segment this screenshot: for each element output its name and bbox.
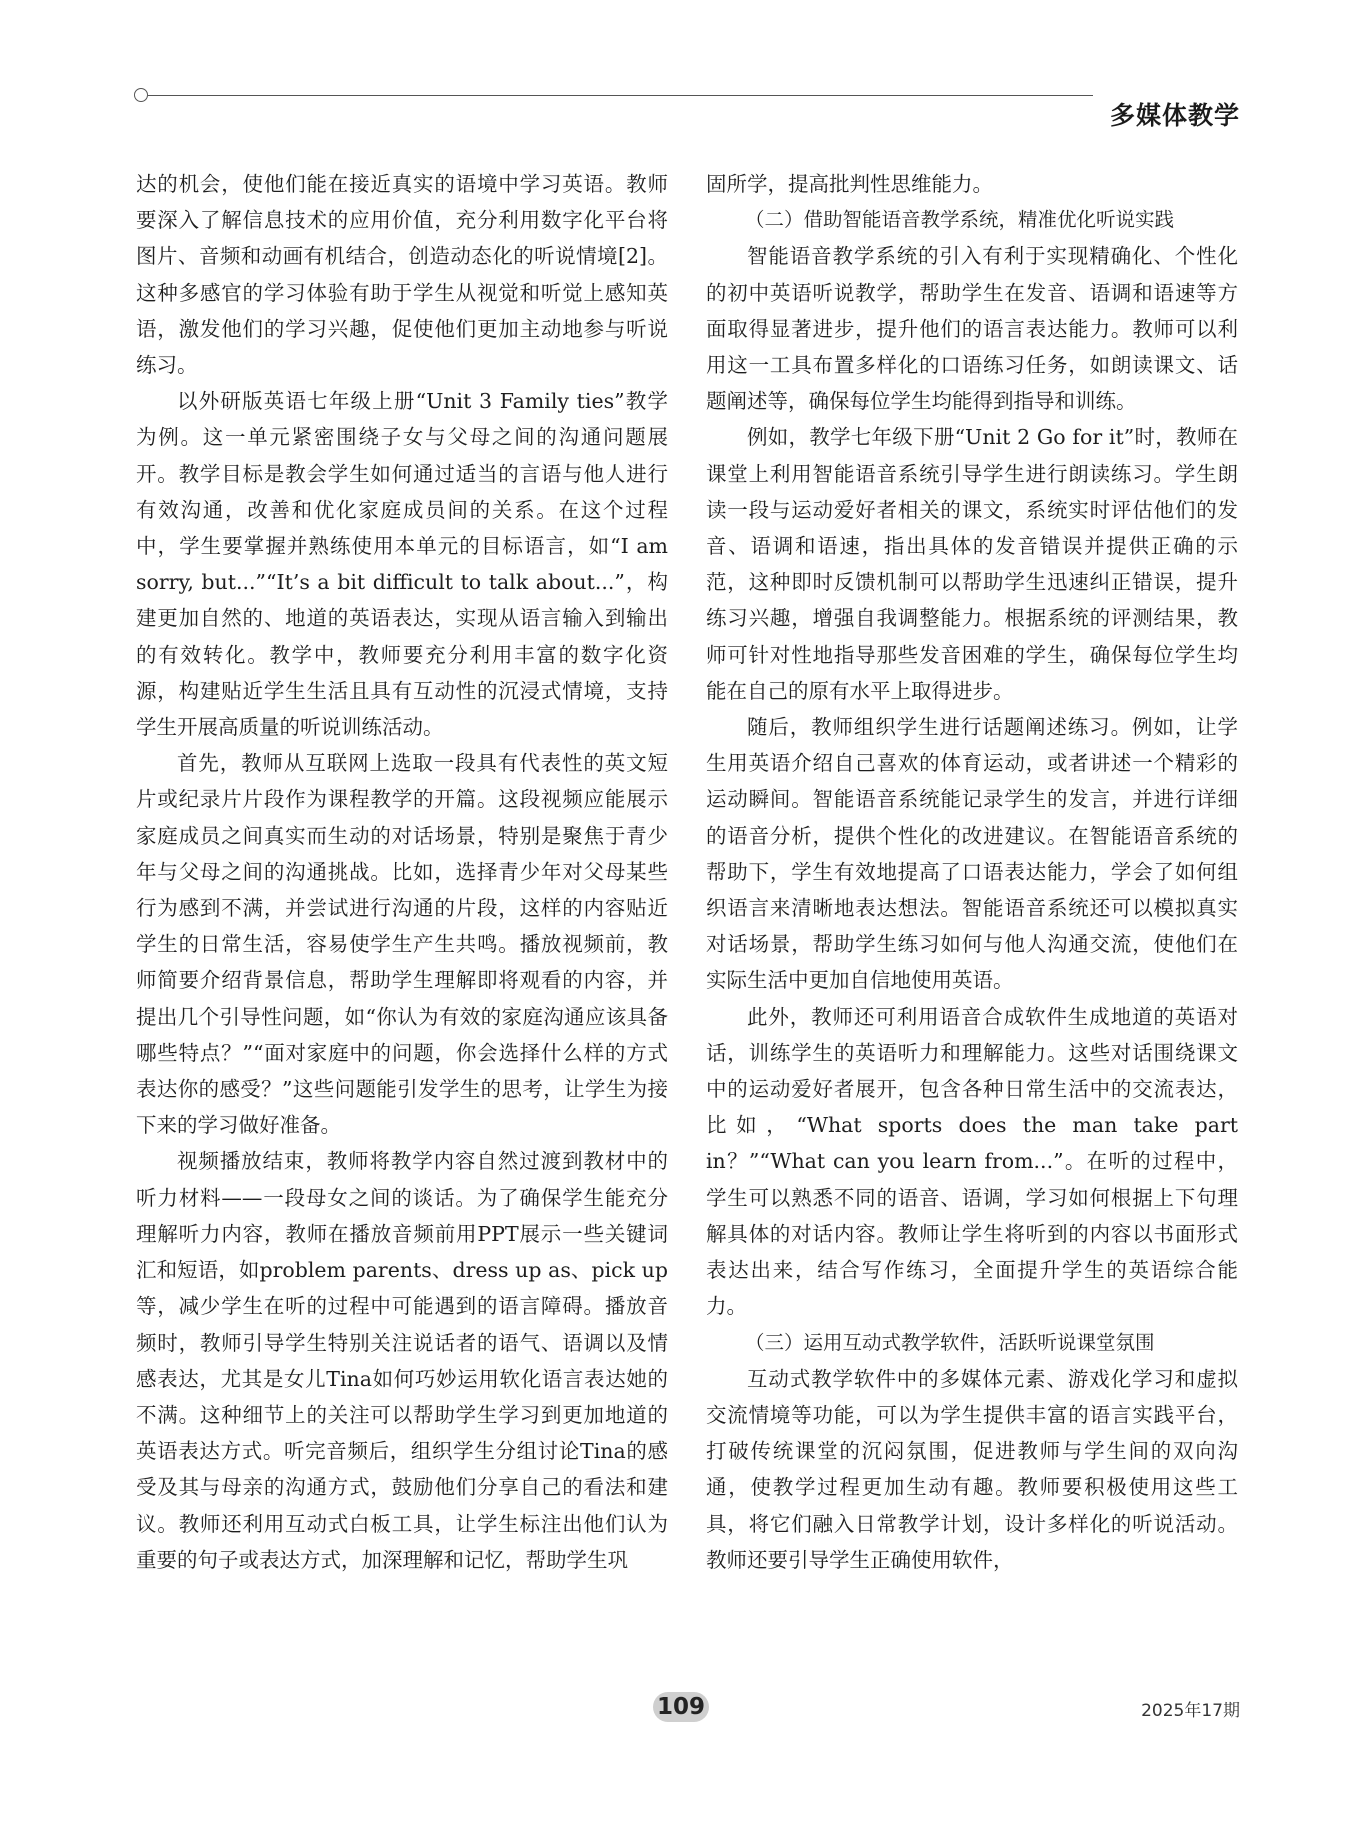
- header-rule-circle: [134, 88, 148, 102]
- right-column: [706, 166, 1238, 1578]
- left-column: [136, 166, 668, 1578]
- paragraph: 互动式教学软件中的多媒体元素、游戏化学习和虚拟交流情境等功能，可以为学生提供丰富的语言实践平台，打破传统课堂的沉闷氛围，促进教师与学生间的双向沟通，使教学过程更加生动有趣。教师要积极使用这些工具，将它们融入日常教学计划，设计多样化的听说活动。教师还要引导学生正确使用软件，: [706, 1366, 1238, 1572]
- header-rule-line: [148, 95, 1093, 96]
- subsection-heading: （二）借助智能语音教学系统，精准优化听说实践: [745, 208, 1175, 232]
- paragraph: 达的机会，使他们能在接近真实的语境中学习英语。教师要深入了解信息技术的应用价值，充分利用数字化平台将图片、音频和动画有机结合，创造动态化的听说情境[2]。这种多感官的学习体验有助于学生从视觉和听觉上感知英语，激发他们的学习兴趣，促使他们更加主动地参与听说练习。: [136, 172, 668, 378]
- paragraph: 智能语音教学系统的引入有利于实现精确化、个性化的初中英语听说教学，帮助学生在发音、语调和语速等方面取得显著进步，提升他们的语言表达能力。教师可以利用这一工具布置多样化的口语练习任务，如朗读课文、话题阐述等，确保每位学生均能得到指导和训练。: [706, 244, 1238, 414]
- paragraph: 随后，教师组织学生进行话题阐述练习。例如，让学生用英语介绍自己喜欢的体育运动，或者讲述一个精彩的运动瞬间。智能语音系统能记录学生的发言，并进行详细的语音分析，提供个性化的改进建议。在智能语音系统的帮助下，学生有效地提高了口语表达能力，学会了如何组织语言来清晰地表达想法。智能语音系统还可以模拟真实对话场景，帮助学生练习如何与他人沟通交流，使他们在实际生活中更加自信地使用英语。: [706, 715, 1238, 993]
- paragraph: 首先，教师从互联网上选取一段具有代表性的英文短片或纪录片片段作为课程教学的开篇。这段视频应能展示家庭成员之间真实而生动的对话场景，特别是聚焦于青少年与父母之间的沟通挑战。比如，选择青少年对父母某些行为感到不满，并尝试进行沟通的片段，这样的内容贴近学生的日常生活，容易使学生产生共鸣。播放视频前，教师简要介绍背景信息，帮助学生理解即将观看的内容，并提出几个引导性问题，如“你认为有效的家庭沟通应该具备哪些特点？”“面对家庭中的问题，你会选择什么样的方式表达你的感受？”这些问题能引发学生的思考，让学生为接下来的学习做好准备。: [136, 751, 668, 1138]
- issue-label: 2025年17期: [1141, 1701, 1240, 1721]
- section-title: 多媒体教学: [1109, 101, 1240, 130]
- paragraph: 固所学，提高批判性思维能力。: [706, 172, 993, 196]
- paragraph: 例如，教学七年级下册“Unit 2 Go for it”时，教师在课堂上利用智能语音系统引导学生进行朗读练习。学生朗读一段与运动爱好者相关的课文，系统实时评估他们的发音、语调和语速，指出具体的发音错误并提供正确的示范，这种即时反馈机制可以帮助学生迅速纠正错误，提升练习兴趣，增强自我调整能力。根据系统的评测结果，教师可针对性地指导那些发音困难的学生，确保每位学生均能在自己的原有水平上取得进步。: [706, 425, 1238, 703]
- paragraph: 视频播放结束，教师将教学内容自然过渡到教材中的听力材料——一段母女之间的谈话。为了确保学生能充分理解听力内容，教师在播放音频前用PPT展示一些关键词汇和短语，如problem parents、dress up as、pick up等，减少学生在听的过程中可能遇到的语言障碍。播放音频时，教师引导学生特别关注说话者的语气、语调以及情感表达，尤其是女儿Tina如何巧妙运用软化语言表达她的不满。这种细节上的关注可以帮助学生学习到更加地道的英语表达方式。听完音频后，组织学生分组讨论Tina的感受及其与母亲的沟通方式，鼓励他们分享自己的看法和建议。教师还利用互动式白板工具，让学生标注出他们认为重要的句子或表达方式，加深理解和记忆，帮助学生巩: [136, 1149, 668, 1572]
- subsection-heading: （三）运用互动式教学软件，活跃听说课堂氛围: [745, 1330, 1155, 1354]
- paragraph: 此外，教师还可利用语音合成软件生成地道的英语对话，训练学生的英语听力和理解能力。这些对话围绕课文中的运动爱好者展开，包含各种日常生活中的交流表达，比如，“What sports does the man take part in？”“What can you learn from...”。在听的过程中，学生可以熟悉不同的语音、语调，学习如何根据上下句理解具体的对话内容。教师让学生将听到的内容以书面形式表达出来，结合写作练习，全面提升学生的英语综合能力。: [706, 1004, 1238, 1319]
- paragraph: 以外研版英语七年级上册“Unit 3 Family ties”教学为例。这一单元紧密围绕子女与父母之间的沟通问题展开。教学目标是教会学生如何通过适当的言语与他人进行有效沟通，改善和优化家庭成员间的关系。在这个过程中，学生要掌握并熟练使用本单元的目标语言，如“I am sorry, but...”“It’s a bit difficult to talk about...”，构建更加自然的、地道的英语表达，实现从语言输入到输出的有效转化。教学中，教师要充分利用丰富的数字化资源，构建贴近学生生活且具有互动性的沉浸式情境，支持学生开展高质量的听说训练活动。: [136, 389, 668, 740]
- page-number: 109: [653, 1692, 709, 1722]
